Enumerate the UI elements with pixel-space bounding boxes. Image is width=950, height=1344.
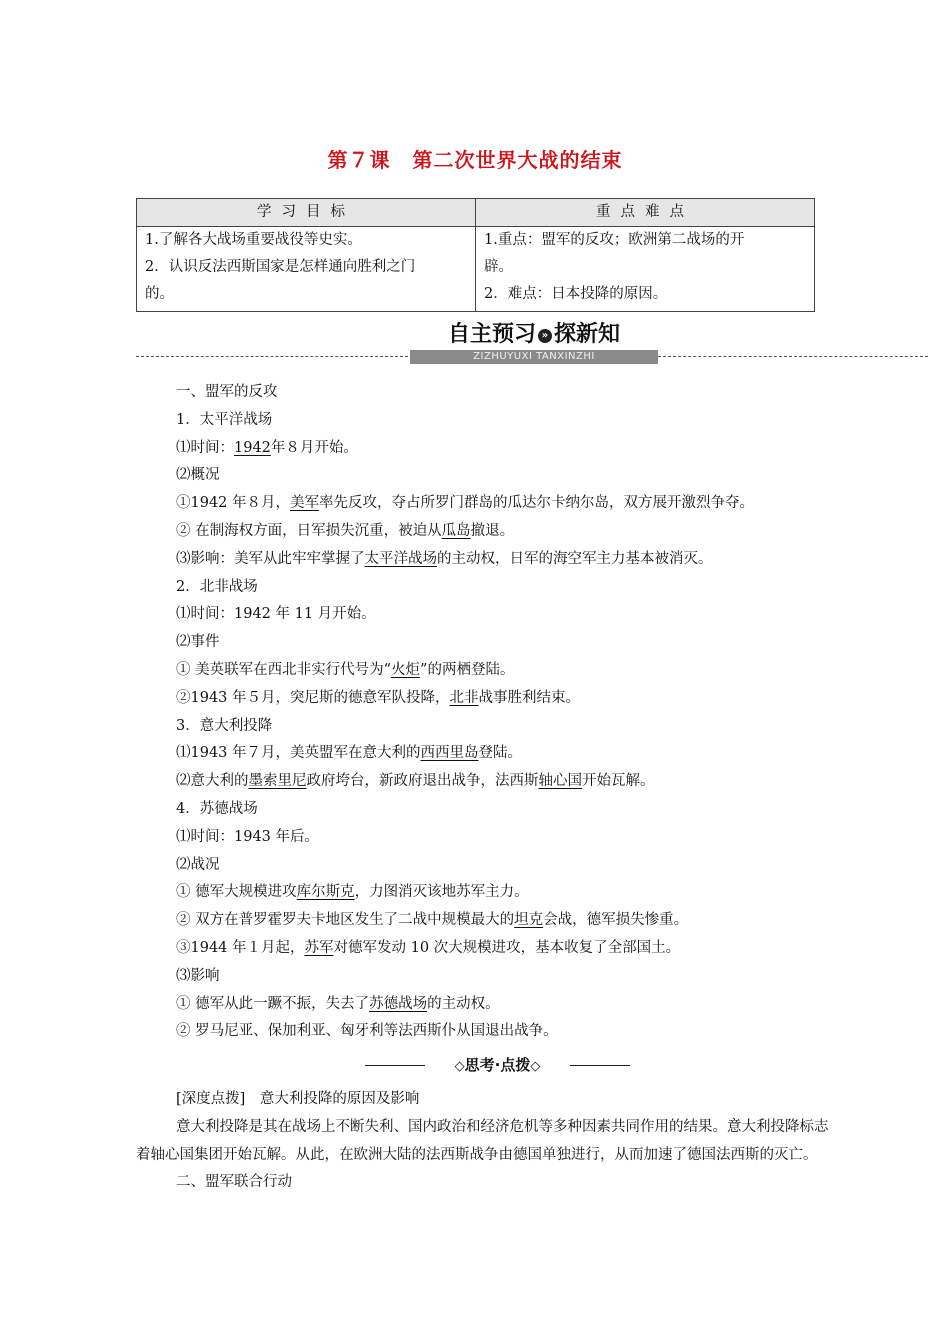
content-line: ⑵事件: [176, 634, 220, 651]
deep-heading: [深度点拨] 意大利投降的原因及影响: [176, 1091, 420, 1107]
lesson-content: [176, 379, 836, 1046]
content-line: ② 罗马尼亚、保加利亚、匈牙利等法西斯仆从国退出战争。: [176, 1023, 558, 1040]
objective-line: 2．认识反法西斯国家是怎样通向胜利之门: [145, 259, 416, 275]
divider-line-right: [570, 1065, 630, 1066]
key-point-line: 1.重点：盟军的反攻；欧洲第二战场的开: [484, 232, 745, 248]
section-heading: 二、盟军联合行动: [176, 1174, 292, 1191]
chevron-right-icon: »: [538, 329, 552, 343]
blank-answer: 库尔斯克: [296, 884, 355, 901]
blank-answer: 坦克: [514, 912, 544, 929]
blank-answer: 美军: [290, 495, 320, 512]
blank-answer: 墨索里尼: [248, 773, 307, 790]
blank-answer: 北非: [449, 689, 479, 706]
banner-dash-left: [136, 356, 408, 357]
banner-title: 自主预习 » 探新知: [447, 322, 621, 347]
goals-key-points-cell: [476, 227, 815, 312]
goals-header-key-points: 重点难点: [476, 199, 815, 227]
content-line: ⑵意大利的墨索里尼政府垮台，新政府退出战争，法西斯轴心国开始瓦解。: [176, 773, 655, 790]
banner-subtitle: ZIZHUYUXI TANXINZHI: [410, 350, 658, 364]
section-banner: [136, 322, 928, 366]
think-divider: [365, 1055, 630, 1075]
content-line: ⑶影响：美军从此牢牢掌握了太平洋战场的主动权，日军的海空军主力基本被消灭。: [176, 550, 713, 567]
blank-answer: 火炬: [391, 661, 421, 678]
divider-label: ◇思考·点拨◇: [454, 1056, 541, 1074]
content-line: ①1942 年８月，美军率先反攻，夺占所罗门群岛的瓜达尔卡纳尔岛，双方展开激烈争夺。: [176, 495, 755, 512]
content-line: ① 德军从此一蹶不振，失去了苏德战场的主动权。: [176, 995, 500, 1012]
content-line: ① 美英联军在西北非实行代号为“火炬”的两栖登陆。: [176, 661, 515, 678]
content-line: ① 德军大规模进攻库尔斯克，力图消灭该地苏军主力。: [176, 884, 529, 901]
blank-answer: 1942: [234, 439, 271, 456]
content-line: ⑵战况: [176, 856, 220, 873]
subsection-heading: 2．北非战场: [176, 578, 258, 595]
content-line: ⑶影响: [176, 967, 220, 984]
content-line: ⑴时间：1943 年后。: [176, 828, 320, 845]
deep-analysis: [136, 1086, 836, 1197]
blank-answer: 苏军: [304, 939, 334, 956]
content-line: ② 在制海权方面，日军损失沉重，被迫从瓜岛撤退。: [176, 522, 515, 539]
subsection-heading: 3．意大利投降: [176, 717, 273, 734]
lesson-number: 第７课: [327, 148, 391, 172]
diamond-icon: ◇: [454, 1059, 465, 1074]
banner-dash-right: [658, 356, 928, 357]
blank-answer: 苏德战场: [369, 995, 428, 1012]
goals-objectives-cell: [137, 227, 476, 312]
subsection-heading: 1．太平洋战场: [176, 411, 273, 428]
objective-line: 的。: [145, 286, 174, 302]
divider-line-left: [365, 1065, 425, 1066]
content-line: ⑴时间：1942年８月开始。: [176, 439, 358, 456]
content-line: ⑵概况: [176, 467, 220, 484]
content-line: ③1944 年１月起，苏军对德军发动 10 次大规模进攻，基本收复了全部国土。: [176, 939, 681, 956]
blank-answer: 西西里岛: [420, 745, 479, 762]
lesson-name: 第二次世界大战的结束: [412, 148, 623, 172]
blank-answer: 太平洋战场: [364, 550, 437, 567]
key-point-line: 2．难点：日本投降的原因。: [484, 286, 668, 302]
blank-answer: 轴心国: [538, 773, 582, 790]
diamond-icon: ◇: [530, 1059, 541, 1074]
objective-line: 1.了解各大战场重要战役等史实。: [145, 232, 362, 248]
lesson-title: [0, 144, 950, 173]
goals-table: [136, 198, 815, 312]
content-line: ②1943 年５月，突尼斯的德意军队投降，北非战事胜利结束。: [176, 689, 581, 706]
key-point-line: 辟。: [484, 259, 513, 275]
content-line: ⑴1943 年７月，美英盟军在意大利的西西里岛登陆。: [176, 745, 523, 762]
subsection-heading: 4．苏德战场: [176, 800, 258, 817]
section-heading: 一、盟军的反攻: [176, 384, 278, 400]
goals-header-objectives: 学习目标: [137, 199, 476, 227]
content-line: ⑴时间：1942 年 11 月开始。: [176, 606, 376, 623]
content-line: ② 双方在普罗霍罗夫卡地区发生了二战中规模最大的坦克会战，德军损失惨重。: [176, 912, 689, 929]
deep-paragraph: 意大利投降是其在战场上不断失利、国内政治和经济危机等多种因素共同作用的结果。意大利投降标志着轴心国集团开始瓦解。从此，在欧洲大陆的法西斯战争由德国单独进行，从而加速了德国法西斯的灭亡。: [136, 1118, 829, 1163]
blank-answer: 瓜岛: [441, 522, 471, 539]
